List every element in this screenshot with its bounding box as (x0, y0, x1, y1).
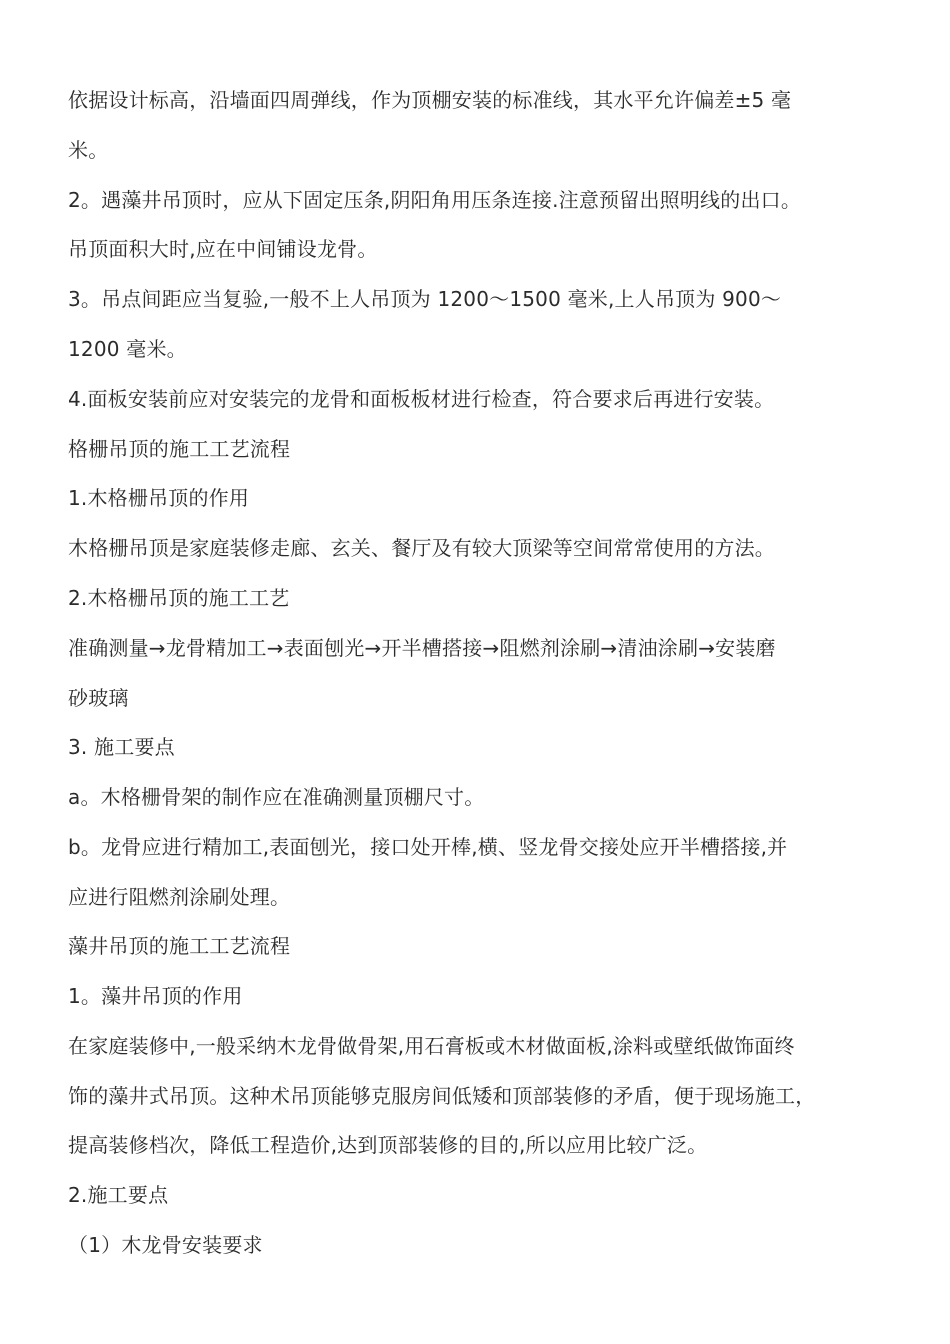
text-line: 依据设计标高，沿墙面四周弹线，作为顶棚安装的标准线，其水平允许偏差±5 毫 (68, 88, 792, 112)
text-line: 米。 (68, 138, 109, 162)
text-line: 4.面板安装前应对安装完的龙骨和面板板材进行检查，符合要求后再进行安装。 (68, 387, 775, 411)
text-line: 3。吊点间距应当复验,一般不上人吊顶为 1200～1500 毫米,上人吊顶为 900～ (68, 287, 782, 311)
text-line: 应进行阻燃剂涂刷处理。 (68, 885, 291, 909)
subheading: 3. 施工要点 (68, 735, 175, 759)
section-heading: 藻井吊顶的施工工艺流程 (68, 934, 291, 958)
text-line: 1200 毫米。 (68, 337, 187, 361)
text-line: 在家庭装修中,一般采纳木龙骨做骨架,用石膏板或木材做面板,涂料或壁纸做饰面终 (68, 1034, 795, 1058)
text-line: 提高装修档次，降低工程造价,达到顶部装修的目的,所以应用比较广泛。 (68, 1133, 708, 1157)
subheading: （1）木龙骨安装要求 (68, 1233, 263, 1257)
text-line: 饰的藻井式吊顶。这种术吊顶能够克服房间低矮和顶部装修的矛盾，便于现场施工， (68, 1084, 816, 1108)
text-line: 2。遇藻井吊顶时，应从下固定压条,阴阳角用压条连接.注意预留出照明线的出口。 (68, 188, 802, 212)
subheading: 2.木格栅吊顶的施工工艺 (68, 586, 290, 610)
text-line: a。木格栅骨架的制作应在准确测量顶棚尺寸。 (68, 785, 485, 809)
subheading: 1.木格栅吊顶的作用 (68, 486, 250, 510)
subheading: 2.施工要点 (68, 1183, 169, 1207)
text-line: 砂玻璃 (68, 686, 129, 710)
text-line: 吊顶面积大时,应在中间铺设龙骨。 (68, 237, 378, 261)
section-heading: 格栅吊顶的施工工艺流程 (68, 437, 291, 461)
subheading: 1。藻井吊顶的作用 (68, 984, 243, 1008)
text-line: b。龙骨应进行精加工,表面刨光，接口处开棒,横、竖龙骨交接处应开半槽搭接,并 (68, 835, 788, 859)
text-line: 木格栅吊顶是家庭装修走廊、玄关、餐厅及有较大顶梁等空间常常使用的方法。 (68, 536, 775, 560)
text-line: 准确测量→龙骨精加工→表面刨光→开半槽搭接→阻燃剂涂刷→清油涂刷→安装磨 (68, 636, 776, 660)
